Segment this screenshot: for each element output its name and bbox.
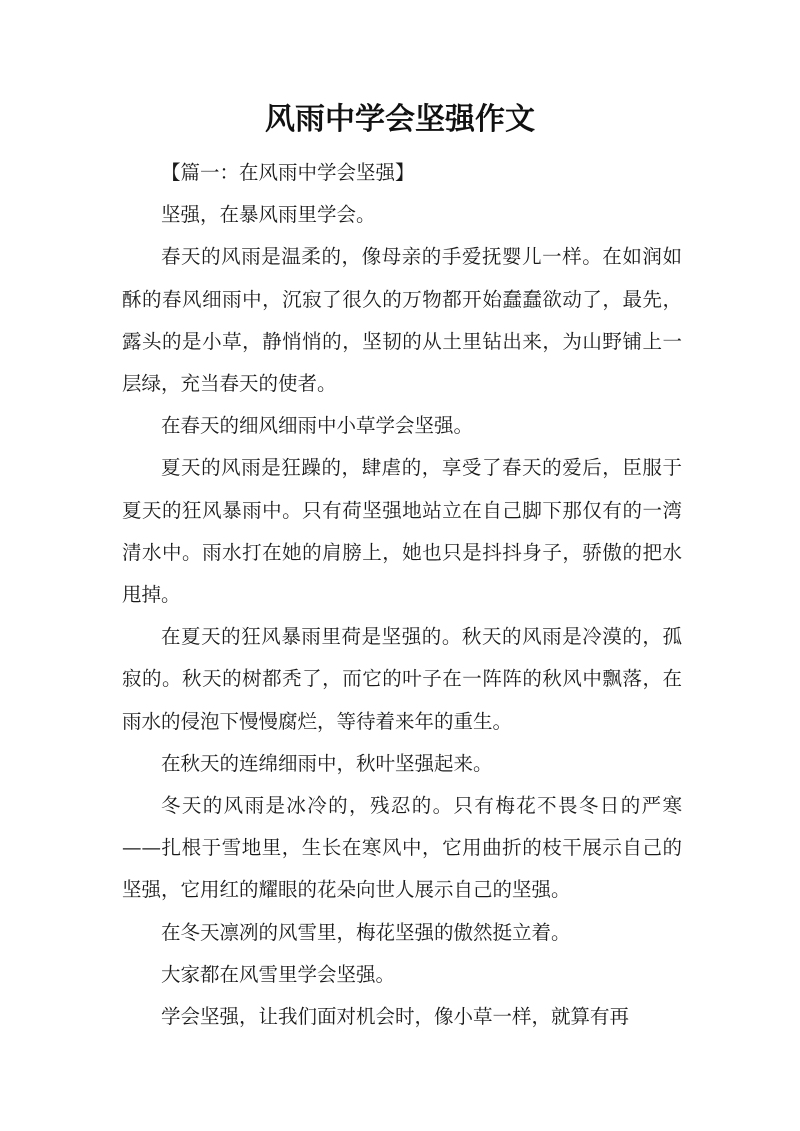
paragraph: 大家都在风雪里学会坚强。 (161, 962, 396, 986)
paragraph: 夏天的风雨是狂躁的，肆虐的，享受了春天的爱后，臣服于夏天的狂风暴雨中。只有荷坚强地站立在自己脚下那仅有的一湾清水中。雨水打在她的肩膀上，她也只是抖抖身子，骄傲的把水甩掉。 (122, 456, 682, 607)
paragraph: 在秋天的连绵细雨中，秋叶坚强起来。 (161, 751, 493, 775)
document-title: 风雨中学会坚强作文 (265, 102, 535, 137)
paragraph: 冬天的风雨是冰冷的，残忍的。只有梅花不畏冬日的严寒——扎根于雪地里，生长在寒风中，它用曲折的枝干展示自己的坚强，它用红的耀眼的花朵向世人展示自己的坚强。 (122, 794, 682, 902)
paragraph: 坚强，在暴风雨里学会。 (161, 203, 376, 227)
paragraph: 春天的风雨是温柔的，像母亲的手爱抚婴儿一样。在如润如酥的春风细雨中，沉寂了很久的万物都开始蠢蠢欲动了，最先，露头的是小草，静悄悄的，坚韧的从土里钻出来，为山野铺上一层绿，充当春天的使者。 (122, 245, 682, 396)
paragraph: 在春天的细风细雨中小草学会坚强。 (161, 414, 474, 438)
paragraph: 学会坚强，让我们面对机会时，像小草一样，就算有再 (161, 1005, 630, 1029)
document-body (122, 152, 682, 1038)
paragraph: 在冬天凛冽的风雪里，梅花坚强的傲然挺立着。 (161, 920, 571, 944)
paragraph: 在夏天的狂风暴雨里荷是坚强的。秋天的风雨是冷漠的，孤寂的。秋天的树都秃了，而它的叶子在一阵阵的秋风中飘落，在雨水的侵泡下慢慢腐烂，等待着来年的重生。 (122, 625, 682, 733)
section-heading: 【篇一：在风雨中学会坚强】 (161, 161, 415, 184)
